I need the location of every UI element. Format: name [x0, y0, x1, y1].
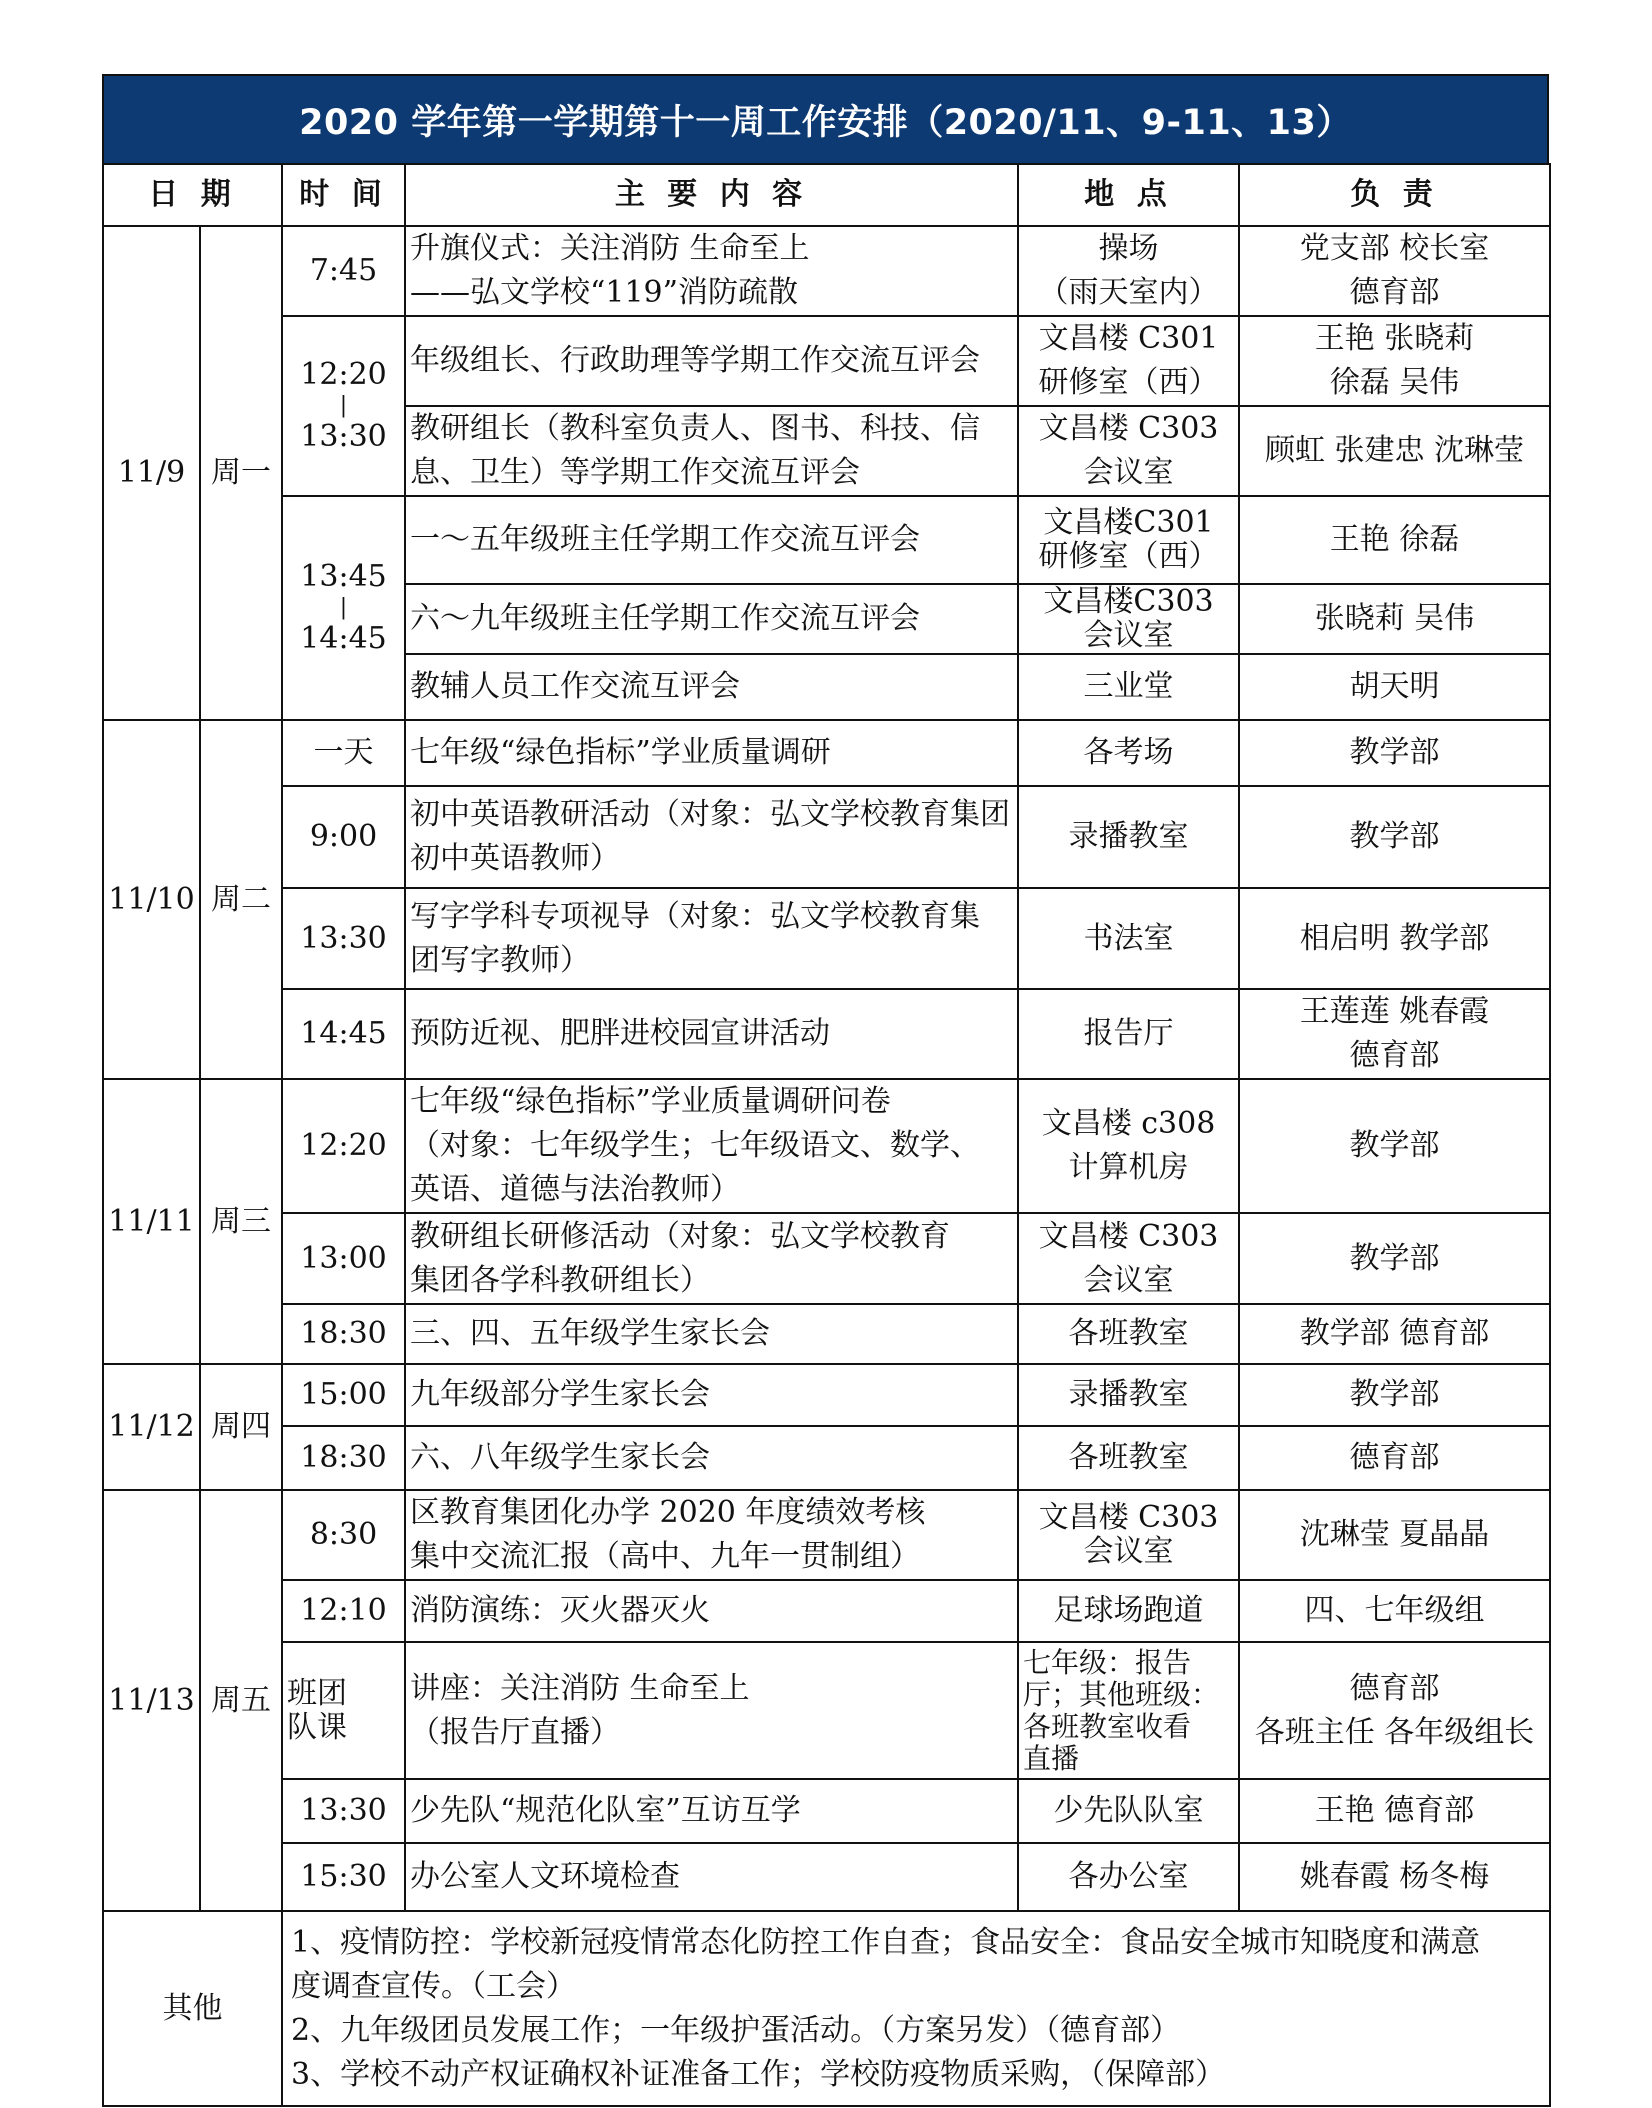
place-cell: [1018, 406, 1239, 496]
place-cell: 各班教室: [1018, 1304, 1239, 1364]
schedule-sheet: [102, 74, 1549, 2107]
time-cell: 12:10: [282, 1580, 405, 1642]
content-line: 初中英语教研活动（对象：弘文学校教育集团: [410, 797, 1011, 832]
header-date: 日 期: [103, 164, 282, 226]
place-cell: 三业堂: [1018, 654, 1239, 720]
time-cell: 14:45: [282, 989, 405, 1079]
content-line: 升旗仪式：关注消防 生命至上: [410, 231, 810, 266]
time-cell: 15:00: [282, 1364, 405, 1426]
place-cell: [1018, 1079, 1239, 1213]
table-row: [103, 1843, 1550, 1911]
owner-cell: 四、七年级组: [1239, 1580, 1550, 1642]
place-cell: [1018, 226, 1239, 316]
content-line: 教研组长（教科室负责人、图书、科技、信: [410, 411, 981, 446]
table-row: [103, 786, 1550, 888]
weekday-cell: 周三: [200, 1079, 282, 1364]
place-line: 研修室（西）: [1038, 365, 1219, 400]
place-cell: 书法室: [1018, 888, 1239, 989]
header-time: 时 间: [282, 164, 405, 226]
date-cell: 11/11: [103, 1079, 200, 1364]
other-label: 其他: [103, 1911, 282, 2106]
content-line: 讲座：关注消防 生命至上: [410, 1670, 750, 1706]
note-line: 2、九年级团员发展工作；一年级护蛋活动。（方案另发）（德育部）: [291, 2012, 1181, 2048]
content-line: 集团各学科教研组长）: [410, 1262, 711, 1298]
time-cell: 13:00: [282, 1213, 405, 1304]
place-cell: 各办公室: [1018, 1843, 1239, 1911]
place-line: 操场: [1098, 231, 1159, 266]
place-line: 厅；其他班级：: [1023, 1677, 1220, 1711]
table-row: [103, 1580, 1550, 1642]
place-cell: [1018, 1642, 1239, 1779]
place-line: 文昌楼 c308: [1041, 1106, 1216, 1141]
table-row: [103, 316, 1550, 406]
place-line: 计算机房: [1068, 1150, 1189, 1185]
owner-cell: [1239, 226, 1550, 316]
place-cell: 足球场跑道: [1018, 1580, 1239, 1642]
content-line: 初中英语教师）: [410, 841, 621, 876]
owner-cell: [1239, 316, 1550, 406]
time-cell: 9:00: [282, 786, 405, 888]
owner-cell: 教学部: [1239, 786, 1550, 888]
owner-cell: 教学部: [1239, 1364, 1550, 1426]
place-cell: 录播教室: [1018, 1364, 1239, 1426]
place-cell: 各考场: [1018, 720, 1239, 786]
time-line: 班团: [287, 1675, 348, 1711]
time-cell: 15:30: [282, 1843, 405, 1911]
owner-cell: 王艳 徐磊: [1239, 496, 1550, 584]
table-row: [103, 1304, 1550, 1364]
content-cell: 六～九年级班主任学期工作交流互评会: [405, 584, 1018, 654]
place-line: 会议室: [1083, 1534, 1174, 1569]
place-line: 文昌楼C303: [1043, 584, 1214, 619]
note-line: 3、学校不动产权证确权补证准备工作；学校防疫物质采购，（保障部）: [291, 2056, 1226, 2092]
table-row: [103, 1364, 1550, 1426]
time-separator: |: [339, 595, 348, 620]
table-row: [103, 888, 1550, 989]
content-line: 集中交流汇报（高中、九年一贯制组）: [410, 1539, 921, 1574]
content-line: （对象：七年级学生；七年级语文、数学、: [410, 1128, 981, 1163]
place-cell: 报告厅: [1018, 989, 1239, 1079]
date-cell: 11/13: [103, 1490, 200, 1911]
header-row: [103, 164, 1550, 226]
place-cell: [1018, 316, 1239, 406]
time-start: 13:45: [300, 559, 387, 594]
time-cell: 7:45: [282, 226, 405, 316]
place-line: 直播: [1023, 1741, 1080, 1775]
content-cell: 教辅人员工作交流互评会: [405, 654, 1018, 720]
time-cell: [282, 1642, 405, 1779]
note-line: 度调查宣传。（工会）: [291, 1968, 577, 2004]
owner-line: 德育部: [1349, 275, 1440, 310]
time-separator: |: [339, 393, 348, 418]
date-cell: 11/12: [103, 1364, 200, 1490]
place-line: 各班教室收看: [1023, 1709, 1192, 1743]
place-line: 七年级：报告: [1023, 1645, 1192, 1679]
content-cell: [405, 316, 1018, 406]
place-cell: [1018, 496, 1239, 584]
owner-cell: 张晓莉 吴伟: [1239, 584, 1550, 654]
time-cell: 8:30: [282, 1490, 405, 1580]
place-line: 文昌楼 C303: [1038, 411, 1219, 446]
header-place: 地 点: [1018, 164, 1239, 226]
header-content: 主 要 内 容: [405, 164, 1018, 226]
owner-line: 徐磊 吴伟: [1329, 365, 1460, 400]
table-row: [103, 1490, 1550, 1580]
owner-line: 王莲莲 姚春霞: [1299, 994, 1490, 1029]
content-line: 团写字教师）: [410, 942, 591, 978]
other-notes: [282, 1911, 1550, 2106]
content-line: 年级组长、行政助理等学期工作交流互评会: [410, 343, 981, 378]
place-cell: [1018, 1213, 1239, 1304]
content-cell: 少先队“规范化队室”互访互学: [405, 1779, 1018, 1843]
other-row: [103, 1911, 1550, 2106]
table-row: [103, 496, 1550, 584]
date-cell: 11/9: [103, 226, 200, 720]
content-line: 英语、道德与法治教师）: [410, 1172, 741, 1207]
content-cell: 三、四、五年级学生家长会: [405, 1304, 1018, 1364]
content-line: （报告厅直播）: [410, 1714, 621, 1750]
content-cell: 办公室人文环境检查: [405, 1843, 1018, 1911]
owner-line: 各班主任 各年级组长: [1254, 1714, 1535, 1750]
table-row: [103, 989, 1550, 1079]
content-cell: [405, 888, 1018, 989]
schedule-table: [102, 163, 1551, 2107]
content-line: 写字学科专项视导（对象：弘文学校教育集: [410, 898, 981, 934]
place-line: （雨天室内）: [1038, 275, 1219, 310]
content-cell: [405, 786, 1018, 888]
owner-line: 德育部: [1349, 1670, 1440, 1706]
weekday-cell: 周五: [200, 1490, 282, 1911]
weekday-cell: 周二: [200, 720, 282, 1079]
time-line: 队课: [287, 1709, 348, 1745]
table-row: [103, 1213, 1550, 1304]
content-line: 区教育集团化办学 2020 年度绩效考核: [410, 1495, 926, 1530]
table-row: [103, 226, 1550, 316]
date-cell: 11/10: [103, 720, 200, 1079]
table-row: [103, 1079, 1550, 1213]
owner-cell: 顾虹 张建忠 沈琳莹: [1239, 406, 1550, 496]
content-cell: 一～五年级班主任学期工作交流互评会: [405, 496, 1018, 584]
time-cell: [282, 316, 405, 496]
owner-cell: 沈琳莹 夏晶晶: [1239, 1490, 1550, 1580]
owner-cell: 教学部: [1239, 1079, 1550, 1213]
place-cell: 各班教室: [1018, 1426, 1239, 1490]
time-cell: 13:30: [282, 888, 405, 989]
page-title: 2020 学年第一学期第十一周工作安排（2020/11、9-11、13）: [102, 74, 1549, 163]
header-owner: 负 责: [1239, 164, 1550, 226]
owner-cell: 王艳 德育部: [1239, 1779, 1550, 1843]
table-row: [103, 1426, 1550, 1490]
owner-cell: 相启明 教学部: [1239, 888, 1550, 989]
place-line: 文昌楼 C303: [1038, 1218, 1219, 1254]
place-line: 文昌楼 C303: [1038, 1500, 1219, 1535]
place-line: 研修室（西）: [1038, 539, 1219, 574]
owner-line: 德育部: [1349, 1038, 1440, 1073]
time-end: 14:45: [300, 621, 387, 656]
place-cell: [1018, 584, 1239, 654]
note-line: 1、疫情防控：学校新冠疫情常态化防控工作自查；食品安全：食品安全城市知晓度和满意: [291, 1924, 1481, 1960]
content-cell: [405, 226, 1018, 316]
place-cell: 少先队队室: [1018, 1779, 1239, 1843]
table-row: [103, 1642, 1550, 1779]
owner-cell: 教学部 德育部: [1239, 1304, 1550, 1364]
time-cell: [282, 496, 405, 720]
content-line: ——弘文学校“119”消防疏散: [410, 275, 798, 310]
owner-cell: [1239, 989, 1550, 1079]
content-line: 教研组长研修活动（对象：弘文学校教育: [410, 1218, 951, 1254]
place-cell: 录播教室: [1018, 786, 1239, 888]
time-end: 13:30: [300, 419, 387, 454]
time-start: 12:20: [300, 357, 387, 392]
content-cell: [405, 406, 1018, 496]
content-cell: [405, 1642, 1018, 1779]
time-cell: 12:20: [282, 1079, 405, 1213]
owner-cell: 教学部: [1239, 720, 1550, 786]
owner-cell: 德育部: [1239, 1426, 1550, 1490]
time-cell: 13:30: [282, 1779, 405, 1843]
place-line: 文昌楼C301: [1043, 505, 1214, 540]
content-cell: 九年级部分学生家长会: [405, 1364, 1018, 1426]
time-cell: 18:30: [282, 1426, 405, 1490]
content-cell: 预防近视、肥胖进校园宣讲活动: [405, 989, 1018, 1079]
place-line: 会议室: [1083, 618, 1174, 653]
place-line: 会议室: [1083, 1262, 1174, 1298]
weekday-cell: 周一: [200, 226, 282, 720]
owner-cell: 胡天明: [1239, 654, 1550, 720]
place-cell: [1018, 1490, 1239, 1580]
table-row: [103, 720, 1550, 786]
content-cell: [405, 1213, 1018, 1304]
weekday-cell: 周四: [200, 1364, 282, 1490]
content-cell: 六、八年级学生家长会: [405, 1426, 1018, 1490]
content-cell: 消防演练：灭火器灭火: [405, 1580, 1018, 1642]
owner-line: 党支部 校长室: [1299, 231, 1490, 266]
place-line: 会议室: [1083, 455, 1174, 490]
time-cell: 18:30: [282, 1304, 405, 1364]
content-cell: 七年级“绿色指标”学业质量调研: [405, 720, 1018, 786]
owner-cell: 教学部: [1239, 1213, 1550, 1304]
content-cell: [405, 1079, 1018, 1213]
owner-cell: [1239, 1642, 1550, 1779]
time-cell: 一天: [282, 720, 405, 786]
content-cell: [405, 1490, 1018, 1580]
owner-cell: 姚春霞 杨冬梅: [1239, 1843, 1550, 1911]
content-line: 息、卫生）等学期工作交流互评会: [410, 455, 861, 490]
table-row: [103, 1779, 1550, 1843]
content-line: 七年级“绿色指标”学业质量调研问卷: [410, 1084, 891, 1119]
owner-line: 王艳 张晓莉: [1314, 321, 1475, 356]
place-line: 文昌楼 C301: [1038, 321, 1219, 356]
